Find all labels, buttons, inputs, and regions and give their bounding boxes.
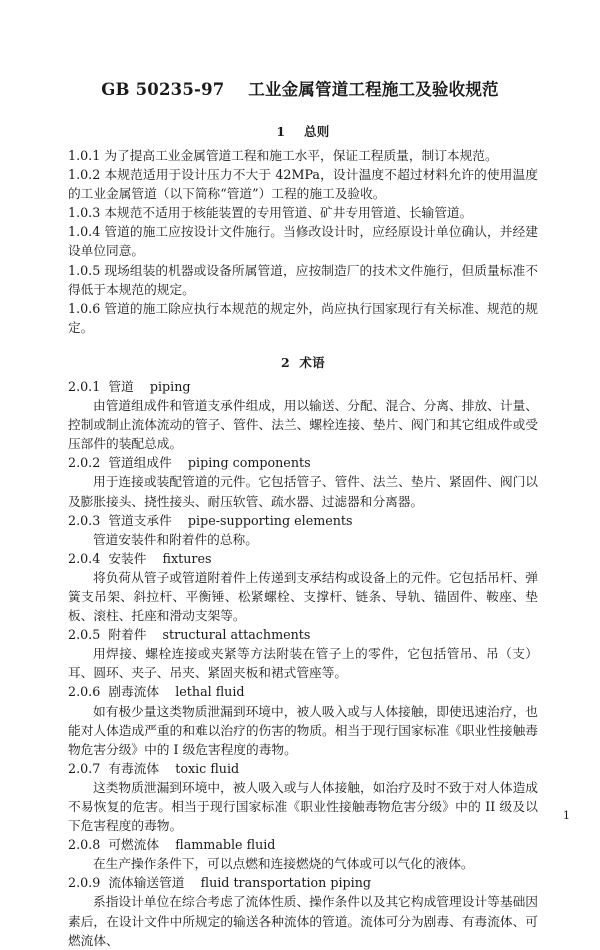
term-definition-2-0-5: 用焊接、螺栓连接或夹紧等方法附装在管子上的零件，它包括管吊、吊（支）耳、圆环、夹子、吊夹、紧固夹板和裙式管座等。 [68, 646, 538, 681]
term-heading-2-0-8: 2.0.8 可燃流体 flammable fluid [68, 837, 276, 853]
chapter-heading-2: 2 术语 [281, 354, 325, 370]
term-definition-2-0-9: 系指设计单位在综合考虑了流体性质、操作条件以及其它构成管理设计等基础因素后，在设计文件中所规定的输送各种流体的管道。流体可分为剧毒、有毒流体、可燃流体、 [68, 894, 538, 948]
term-heading-2-0-2: 2.0.2 管道组成件 piping components [68, 455, 311, 471]
clause-1-0-6: 1.0.6 管道的施工除应执行本规范的规定外，尚应执行国家现行有关标准、规范的规定。 [68, 300, 538, 335]
term-heading-2-0-1: 2.0.1 管道 piping [68, 378, 191, 394]
term-heading-2-0-7: 2.0.7 有毒流体 toxic fluid [68, 760, 240, 776]
page-number: 1 [563, 809, 570, 822]
term-definition-2-0-2: 用于连接或装配管道的元件。它包括管子、管件、法兰、垫片、紧固件、阀门以及膨胀接头、挠性接头、耐压软管、疏水器、过滤器和分离器。 [68, 474, 538, 509]
term-definition-2-0-1: 由管道组成件和管道支承件组成，用以输送、分配、混合、分离、排放、计量、控制或制止流体流动的管子、管件、法兰、螺栓连接、垫片、阀门和其它组成件或受压部件的装配总成。 [68, 398, 538, 452]
term-heading-2-0-5: 2.0.5 附着件 structural attachments [68, 627, 311, 643]
term-heading-2-0-9: 2.0.9 流体输送管道 fluid transportation piping [68, 875, 372, 891]
term-definition-2-0-3: 管道安装件和附着件的总称。 [93, 531, 258, 547]
clause-1-0-3: 1.0.3 本规范不适用于核能装置的专用管道、矿井专用管道、长输管道。 [68, 205, 473, 221]
term-heading-2-0-6: 2.0.6 剧毒流体 lethal fluid [68, 684, 245, 700]
clause-1-0-2: 1.0.2 本规范适用于设计压力不大于 42MPa，设计温度不超过材料允许的使用温度的工业金属管道（以下简称“管道”）工程的施工及验收。 [68, 167, 538, 202]
term-definition-2-0-6: 如有极少量这类物质泄漏到环境中，被人吸入或与人体接触，即使迅速治疗，也能对人体造成严重的和难以治疗的伤害的物质。相当于现行国家标准《职业性接触毒物危害分级》中的 I 级危害程度的毒物。 [68, 703, 538, 757]
clause-1-0-1: 1.0.1 为了提高工业金属管道工程和施工水平，保证工程质量，制订本规范。 [68, 148, 498, 163]
clause-1-0-4: 1.0.4 管道的施工应按设计文件施行。当修改设计时，应经原设计单位确认，并经建设单位同意。 [68, 224, 538, 259]
term-heading-2-0-4: 2.0.4 安装件 fixtures [68, 550, 212, 566]
page-title: GB 50235-97 工业金属管道工程施工及验收规范 [101, 80, 499, 99]
chapter-heading-1: 1 总则 [276, 124, 330, 139]
term-heading-2-0-3: 2.0.3 管道支承件 pipe-supporting elements [68, 512, 353, 528]
clause-1-0-5: 1.0.5 现场组装的机器或设备所属管道，应按制造厂的技术文件施行，但质量标准不得低于本规范的规定。 [68, 262, 538, 297]
term-definition-2-0-7: 这类物质泄漏到环境中，被人吸入或与人体接触，如治疗及时不致于对人体造成不易恢复的危害。相当于现行国家标准《职业性接触毒物危害分级》中的 II 级及以下危害程度的毒物。 [68, 779, 538, 834]
term-definition-2-0-4: 将负荷从管子或管道附着件上传递到支承结构或设备上的元件。它包括吊杆、弹簧支吊架、斜拉杆、平衡锤、松紧螺栓、支撑杆、链条、导轨、锚固件、鞍座、垫板、滚柱、托座和滑动支架等。 [68, 569, 538, 624]
term-definition-2-0-8: 在生产操作条件下，可以点燃和连接燃烧的气体或可以气化的液体。 [93, 856, 474, 872]
document-body [68, 122, 538, 950]
